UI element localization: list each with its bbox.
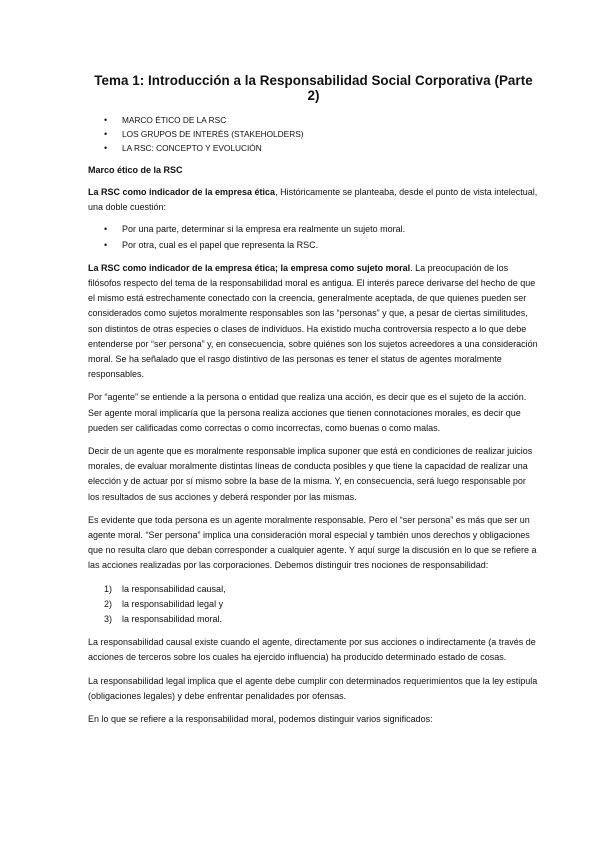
topic-list — [88, 113, 539, 155]
bullet-list — [88, 222, 539, 252]
item-number: 3) — [104, 614, 113, 625]
paragraph-lead: La RSC como indicador de la empresa ética; la empresa como sujeto moral — [88, 262, 411, 273]
bullet-item: • Por una parte, determinar si la empresa era realmente un sujeto moral. — [88, 222, 539, 237]
paragraph: Es evidente que toda persona es un agente moralmente responsable. Pero el “ser persona” es más que ser un agente moral. “Ser persona” implica una consideración moral especial y también unos derechos y obligaciones que no resulta claro que deban corresponder a cualquier agente. Y aquí surge la discusión en lo que se refiere a las acciones realizadas por las corporaciones. Debemos distinguir tres nociones de responsabilidad: — [88, 514, 537, 571]
numbered-item — [88, 612, 539, 627]
paragraph: Decir de un agente que es moralmente responsable implica suponer que está en condiciones de realizar juicios morales, de evaluar moralmente distintas líneas de conducta posibles y que tiene la capacidad de realizar una elección y de actuar por sí mismo sobre la base de la misma. Y, en consecuencia, será luego responsable por los resultados de sus acciones y deberá responder por las mismas. — [88, 446, 533, 502]
numbered-item — [88, 582, 539, 597]
numbered-item — [88, 597, 539, 612]
section-heading: Marco ético de la RSC — [88, 165, 183, 175]
item-number: 1) — [104, 583, 113, 594]
paragraph — [88, 261, 539, 383]
item-text: la responsabilidad legal y — [122, 598, 224, 609]
numbered-list — [88, 582, 539, 628]
document-title: Tema 1: Introducción a la Responsabilidad Social Corporativa (Parte 2) — [94, 73, 533, 103]
topic-item: • LOS GRUPOS DE INTERÉS (STAKEHOLDERS) — [88, 127, 539, 141]
paragraph-text: , Históricamente se planteaba, desde el punto de vista intelectual, una doble cuestión: — [88, 187, 538, 213]
item-text: la responsabilidad moral. — [122, 614, 223, 625]
paragraph — [88, 185, 539, 215]
item-text: la responsabilidad causal, — [122, 583, 226, 594]
topic-item: • MARCO ÉTICO DE LA RSC — [88, 113, 539, 127]
paragraph-lead: La RSC como indicador de la empresa ética — [88, 187, 276, 197]
paragraph: La responsabilidad legal implica que el agente debe cumplir con determinados requerimientos que la ley estipula (obligaciones legales) y debe enfrentar penalidades por ofensas. — [88, 675, 538, 701]
paragraph: La responsabilidad causal existe cuando el agente, directamente por sus acciones o indirectamente (a través de acciones de terceros sobre los cuales ha ejercido influencia) ha producido determinado estado de cosas. — [88, 637, 536, 663]
paragraph: En lo que se refiere a la responsabilidad moral, podemos distinguir varios significados: — [88, 714, 433, 725]
paragraph: Por “agente” se entiende a la persona o entidad que realiza una acción, es decir que es el sujeto de la acción. Ser agente moral implicaría que la persona realiza acciones que tienen connotaciones morales, es decir que pueden ser calificadas como correctas o como incorrectas, como buenas o como malas. — [88, 392, 527, 433]
topic-item: • LA RSC: CONCEPTO Y EVOLUCIÓN — [88, 141, 539, 155]
paragraph-text: . La preocupación de los filósofos respecto del tema de la responsabilidad moral es antigua. El interés parece derivarse del hecho de que el mismo está estrechamente conectado con la creencia, generalmente aceptada, de que quienes pueden ser considerados como sujetos moralmente responsables son las “personas” y que, a pesar de ciertas similitudes, son distintos de otras especies o clases de individuos. Ha existido mucha controversia respecto a lo que debe entenderse por “ser persona” y, en consecuencia, sobre quiénes son los sujetos acreedores a una consideración moral. Se ha señalado que el rasgo distintivo de las personas es tener el status de agentes moralmente responsables. — [88, 262, 538, 380]
bullet-item: • Por otra, cual es el papel que representa la RSC. — [88, 238, 539, 253]
item-number: 2) — [104, 598, 113, 609]
